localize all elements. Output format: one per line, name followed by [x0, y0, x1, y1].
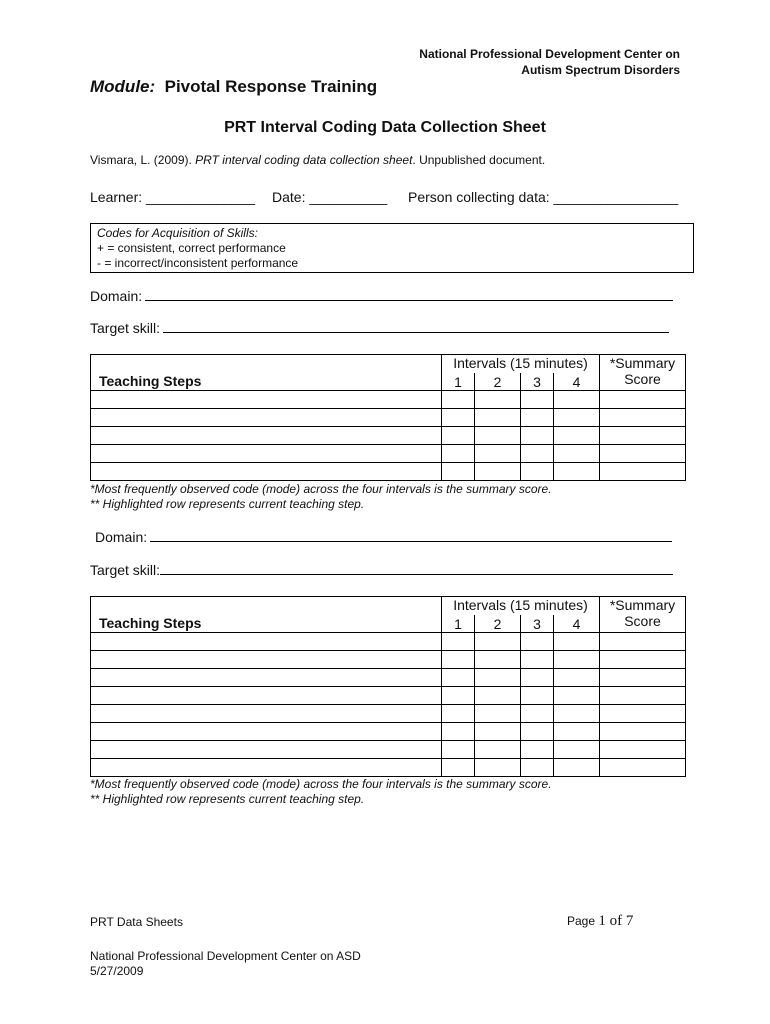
interval-num-1: 1 [442, 615, 475, 632]
summary-cell[interactable] [600, 669, 686, 687]
interval-cell[interactable] [554, 409, 600, 427]
domain-label-1: Domain: [90, 288, 143, 304]
interval-cell[interactable] [521, 409, 554, 427]
interval-cell[interactable] [521, 669, 554, 687]
summary-score-header [600, 355, 686, 391]
summary-header-line2: Score [624, 371, 661, 387]
date-field[interactable]: Date: __________ [272, 189, 388, 205]
interval-cell[interactable] [521, 759, 554, 777]
interval-cell[interactable] [442, 427, 475, 445]
organization-header [419, 46, 680, 78]
footer-doc-name: PRT Data Sheets [90, 915, 183, 929]
step-cell[interactable] [91, 759, 442, 777]
org-line-2: Autism Spectrum Disorders [521, 63, 680, 77]
target-skill-label-1: Target skill: [90, 320, 161, 336]
table-header-row [91, 597, 686, 616]
interval-cell[interactable] [475, 463, 521, 481]
citation [90, 153, 545, 167]
citation-title: PRT interval coding data collection sheet [195, 153, 413, 167]
footer-org: National Professional Development Center on ASD [90, 949, 361, 963]
table-row [91, 723, 686, 741]
citation-suffix: . Unpublished document. [412, 153, 546, 167]
module-label: Module: [90, 77, 156, 96]
interval-cell[interactable] [475, 651, 521, 669]
step-cell[interactable] [91, 741, 442, 759]
step-cell[interactable] [91, 651, 442, 669]
summary-cell[interactable] [600, 391, 686, 409]
interval-cell[interactable] [475, 669, 521, 687]
citation-prefix: Vismara, L. (2009). [90, 153, 196, 167]
org-line-1: National Professional Development Center on [419, 47, 680, 61]
page-prefix: Page [567, 914, 599, 928]
interval-cell[interactable] [475, 687, 521, 705]
interval-cell[interactable] [442, 633, 475, 651]
interval-cell[interactable] [554, 741, 600, 759]
interval-num-4: 4 [554, 615, 600, 632]
interval-cell[interactable] [442, 669, 475, 687]
person-collecting-field[interactable]: Person collecting data: ________________ [408, 189, 679, 205]
interval-cell[interactable] [521, 741, 554, 759]
teaching-steps-table-1 [90, 354, 686, 481]
step-cell[interactable] [91, 723, 442, 741]
interval-cell[interactable] [442, 723, 475, 741]
module-name: Pivotal Response Training [164, 77, 378, 96]
summary-cell[interactable] [600, 651, 686, 669]
summary-header-line1: *Summary [609, 597, 676, 613]
table-row [91, 741, 686, 759]
table-row [91, 391, 686, 409]
interval-cell[interactable] [554, 463, 600, 481]
interval-cell[interactable] [554, 427, 600, 445]
domain-line-1[interactable] [145, 300, 673, 301]
interval-cell[interactable] [475, 705, 521, 723]
interval-cell[interactable] [521, 687, 554, 705]
highlight-note: ** Highlighted row represents current teaching step. [90, 792, 365, 806]
step-cell[interactable] [91, 669, 442, 687]
step-cell[interactable] [91, 427, 442, 445]
interval-cell[interactable] [442, 463, 475, 481]
module-title [90, 77, 377, 97]
summary-cell[interactable] [600, 633, 686, 651]
interval-cell[interactable] [554, 633, 600, 651]
interval-cell[interactable] [442, 741, 475, 759]
step-cell[interactable] [91, 633, 442, 651]
summary-cell[interactable] [600, 705, 686, 723]
summary-score-header [600, 597, 686, 633]
step-cell[interactable] [91, 687, 442, 705]
step-cell[interactable] [91, 409, 442, 427]
target-skill-line-1[interactable] [163, 332, 669, 333]
target-skill-line-2[interactable] [160, 574, 673, 575]
interval-cell[interactable] [554, 445, 600, 463]
interval-cell[interactable] [475, 445, 521, 463]
interval-cell[interactable] [521, 463, 554, 481]
interval-num-2: 2 [475, 615, 521, 632]
interval-num-1: 1 [442, 373, 475, 390]
summary-cell[interactable] [600, 759, 686, 777]
interval-cell[interactable] [554, 651, 600, 669]
interval-cell[interactable] [442, 391, 475, 409]
step-cell[interactable] [91, 445, 442, 463]
highlight-note: ** Highlighted row represents current teaching step. [90, 497, 365, 511]
interval-cell[interactable] [554, 759, 600, 777]
summary-cell[interactable] [600, 687, 686, 705]
table-row [91, 669, 686, 687]
interval-cell[interactable] [442, 409, 475, 427]
page-of: of [605, 913, 626, 929]
summary-cell[interactable] [600, 445, 686, 463]
table-notes-2 [90, 777, 552, 807]
interval-cell[interactable] [475, 723, 521, 741]
target-skill-label-2: Target skill: [90, 562, 161, 578]
summary-cell[interactable] [600, 741, 686, 759]
step-cell[interactable] [91, 391, 442, 409]
interval-cell[interactable] [475, 391, 521, 409]
interval-cell[interactable] [475, 633, 521, 651]
interval-cell[interactable] [554, 687, 600, 705]
table-notes-1 [90, 482, 552, 512]
interval-cell[interactable] [554, 391, 600, 409]
page-current: 1 [598, 913, 606, 929]
table-row [91, 687, 686, 705]
interval-cell[interactable] [475, 409, 521, 427]
interval-num-3: 3 [521, 373, 554, 390]
interval-num-4: 4 [554, 373, 600, 390]
interval-num-3: 3 [521, 615, 554, 632]
table-row [91, 409, 686, 427]
page-title: PRT Interval Coding Data Collection Sheet [224, 119, 546, 136]
interval-cell[interactable] [442, 445, 475, 463]
footer-date: 5/27/2009 [90, 964, 144, 978]
summary-cell[interactable] [600, 463, 686, 481]
interval-cell[interactable] [475, 741, 521, 759]
table-header-row [91, 355, 686, 374]
code-minus: - = incorrect/inconsistent performance [97, 256, 299, 270]
interval-cell[interactable] [521, 723, 554, 741]
teaching-steps-table-2 [90, 596, 686, 777]
step-cell[interactable] [91, 705, 442, 723]
domain-field-2[interactable] [95, 529, 672, 545]
teaching-steps-header: Teaching Steps [91, 355, 442, 391]
intervals-header: Intervals (15 minutes) [442, 355, 600, 374]
codes-box [90, 223, 694, 273]
target-skill-field-2[interactable] [90, 562, 673, 578]
table-row [91, 633, 686, 651]
page-number [567, 913, 633, 930]
interval-cell[interactable] [521, 427, 554, 445]
table-row [91, 759, 686, 777]
interval-cell[interactable] [554, 669, 600, 687]
table-row [91, 445, 686, 463]
step-cell[interactable] [91, 463, 442, 481]
domain-field-1[interactable] [90, 288, 673, 304]
summary-note: *Most frequently observed code (mode) across the four intervals is the summary score. [90, 482, 552, 496]
interval-cell[interactable] [521, 633, 554, 651]
summary-header-line1: *Summary [609, 355, 676, 371]
domain-line-2[interactable] [150, 541, 672, 542]
interval-cell[interactable] [521, 391, 554, 409]
interval-cell[interactable] [442, 651, 475, 669]
summary-cell[interactable] [600, 409, 686, 427]
interval-cell[interactable] [554, 723, 600, 741]
interval-cell[interactable] [521, 651, 554, 669]
intervals-header: Intervals (15 minutes) [442, 597, 600, 616]
table-row [91, 463, 686, 481]
interval-cell[interactable] [475, 759, 521, 777]
interval-cell[interactable] [521, 705, 554, 723]
table-row [91, 705, 686, 723]
summary-cell[interactable] [600, 427, 686, 445]
summary-note: *Most frequently observed code (mode) across the four intervals is the summary score. [90, 777, 552, 791]
interval-cell[interactable] [554, 705, 600, 723]
footer-org-block [90, 949, 361, 979]
interval-cell[interactable] [442, 759, 475, 777]
table-row [91, 427, 686, 445]
target-skill-field-1[interactable] [90, 320, 669, 336]
interval-cell[interactable] [521, 445, 554, 463]
summary-header-line2: Score [624, 613, 661, 629]
page-total: 7 [625, 913, 634, 929]
interval-num-2: 2 [475, 373, 521, 390]
code-plus: + = consistent, correct performance [97, 241, 286, 255]
interval-cell[interactable] [442, 705, 475, 723]
domain-label-2: Domain: [95, 529, 148, 545]
table-row [91, 651, 686, 669]
learner-field[interactable]: Learner: ______________ [90, 189, 256, 205]
interval-cell[interactable] [442, 687, 475, 705]
teaching-steps-header: Teaching Steps [91, 597, 442, 633]
codes-heading: Codes for Acquisition of Skills: [97, 226, 258, 240]
summary-cell[interactable] [600, 723, 686, 741]
interval-cell[interactable] [475, 427, 521, 445]
